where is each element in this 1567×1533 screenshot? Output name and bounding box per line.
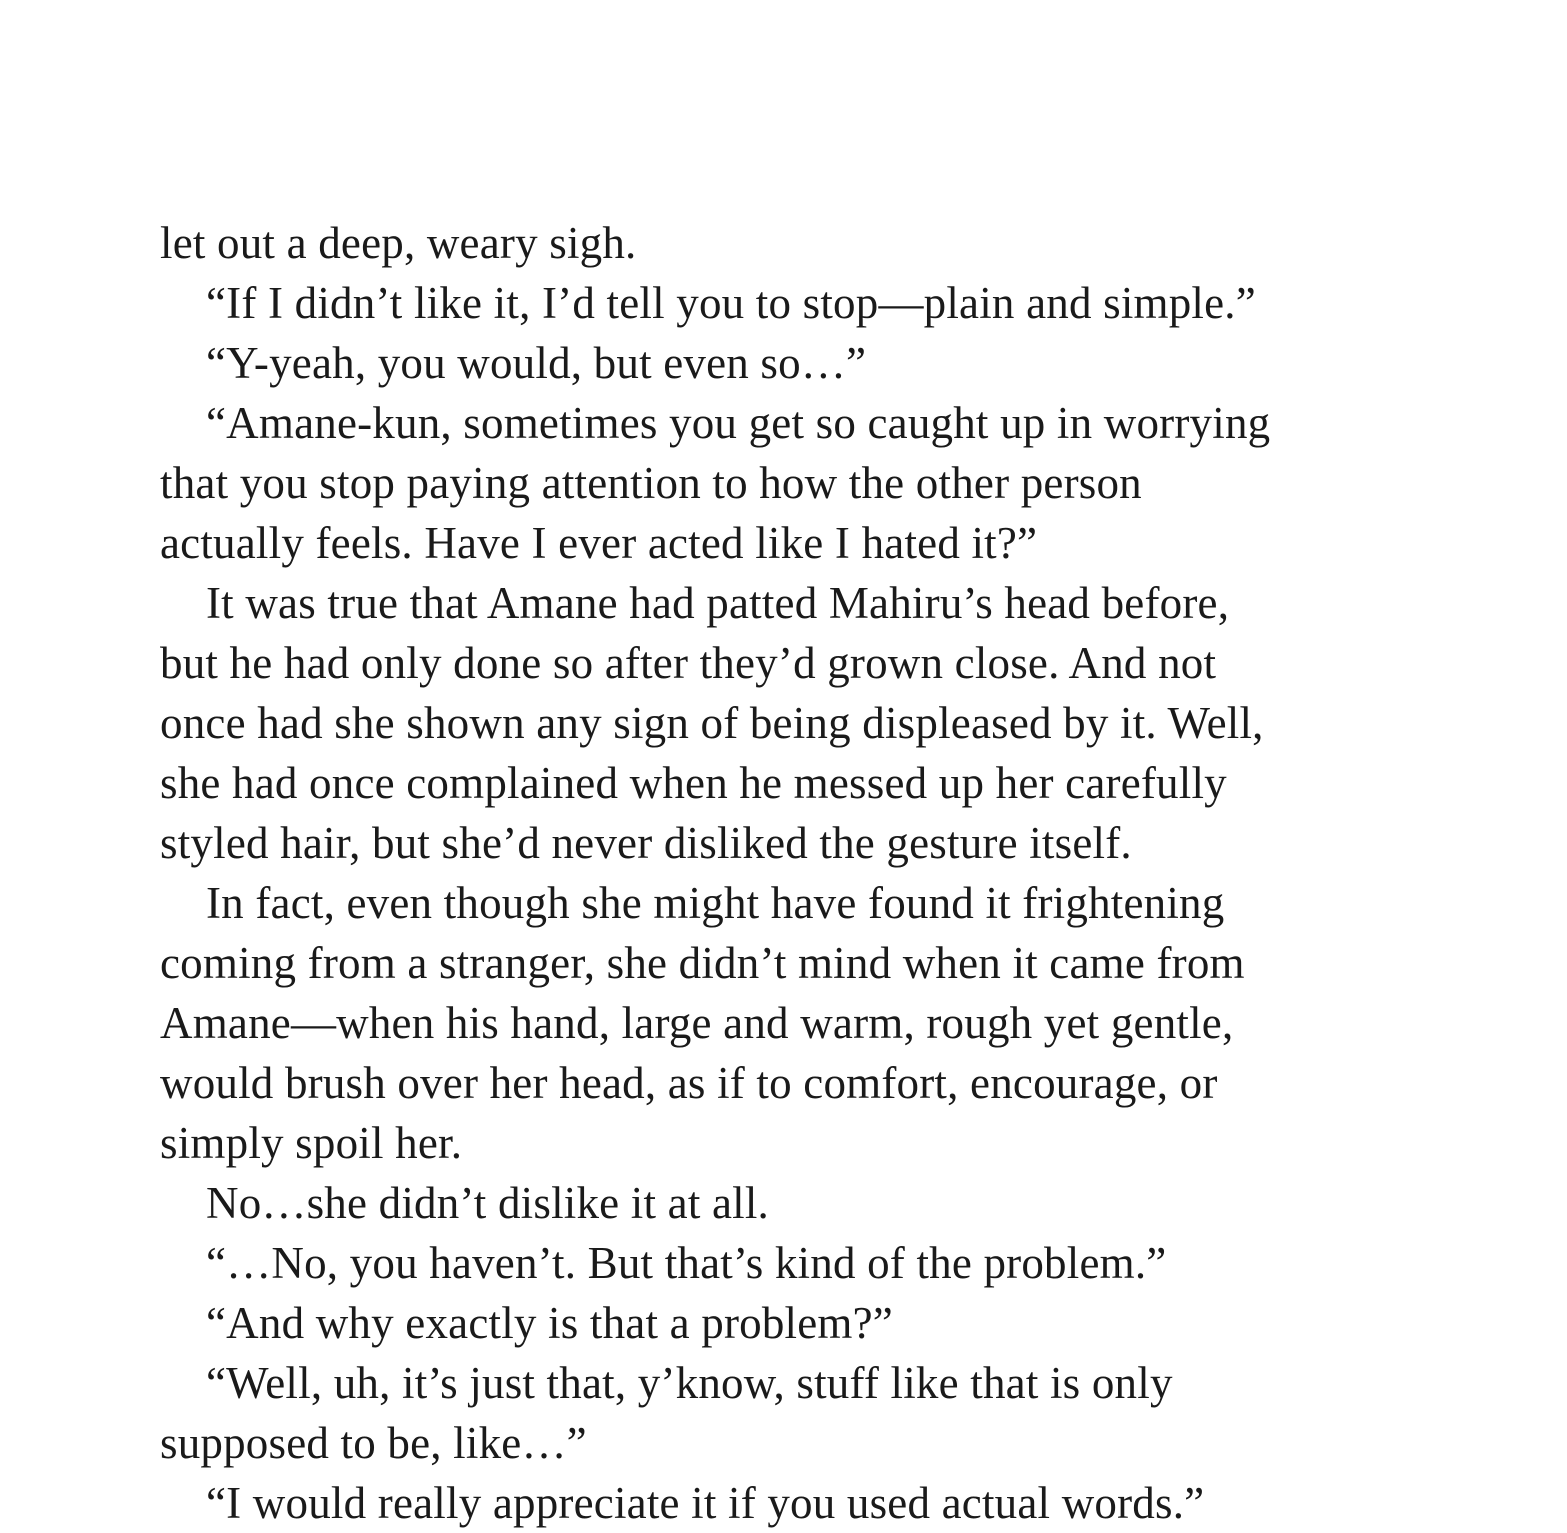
text-line: “I would really appreciate it if you used actual words.” (206, 1478, 1205, 1528)
text-line: she had once complained when he messed up her carefully (160, 758, 1227, 808)
text-line: styled hair, but she’d never disliked the gesture itself. (160, 818, 1132, 868)
text-line: would brush over her head, as if to comfort, encourage, or (160, 1058, 1218, 1108)
text-line: No…she didn’t dislike it at all. (206, 1178, 770, 1228)
text-line: “…No, you haven’t. But that’s kind of the problem.” (206, 1238, 1167, 1288)
text-line: once had she shown any sign of being displeased by it. Well, (160, 698, 1264, 748)
text-line: “If I didn’t like it, I’d tell you to stop—plain and simple.” (206, 278, 1256, 328)
text-line: but he had only done so after they’d grown close. And not (160, 638, 1217, 688)
body-text (160, 213, 1380, 1533)
text-line: “Well, uh, it’s just that, y’know, stuff like that is only (206, 1358, 1173, 1408)
text-line: let out a deep, weary sigh. (160, 218, 637, 268)
text-line: It was true that Amane had patted Mahiru’s head before, (206, 578, 1230, 628)
text-line: that you stop paying attention to how the other person (160, 458, 1142, 508)
text-line: Amane—when his hand, large and warm, rough yet gentle, (160, 998, 1234, 1048)
text-line: actually feels. Have I ever acted like I hated it?” (160, 518, 1038, 568)
text-line: coming from a stranger, she didn’t mind when it came from (160, 938, 1245, 988)
text-line: “And why exactly is that a problem?” (206, 1298, 893, 1348)
text-line: supposed to be, like…” (160, 1418, 587, 1468)
text-line: “Y-yeah, you would, but even so…” (206, 338, 867, 388)
text-line: In fact, even though she might have found it frightening (206, 878, 1225, 928)
text-line: “Amane-kun, sometimes you get so caught up in worrying (206, 398, 1271, 448)
text-line: simply spoil her. (160, 1118, 463, 1168)
